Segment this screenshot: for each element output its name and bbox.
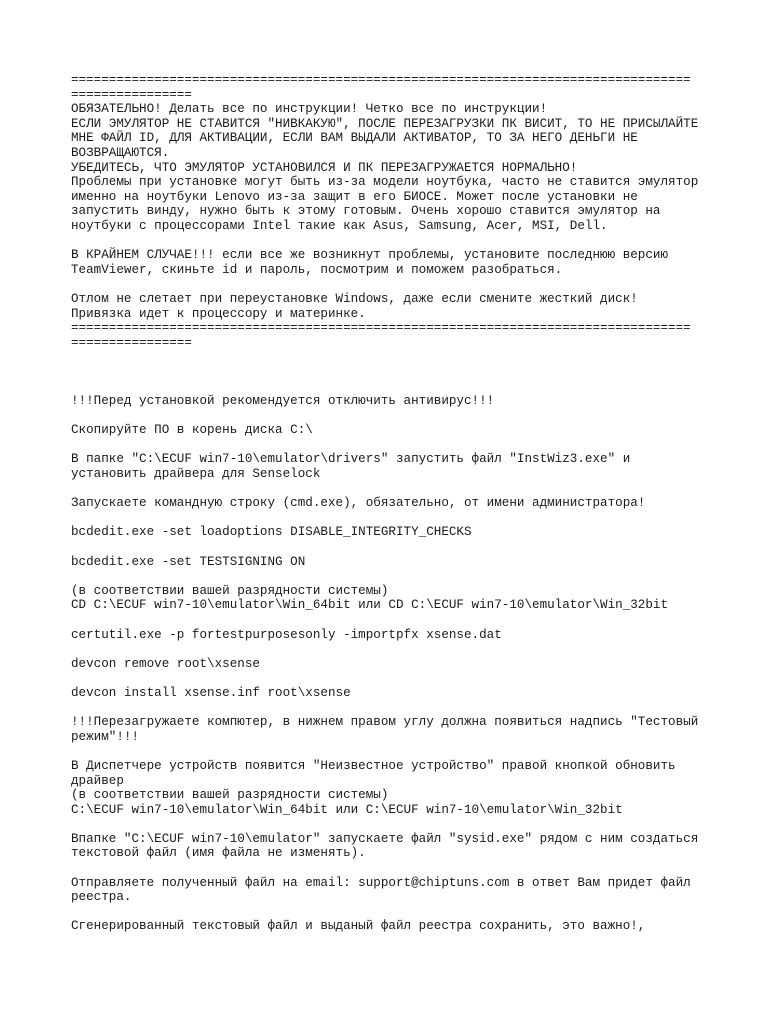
step-sysid: текстовой файл (имя файла не изменять).	[71, 846, 366, 861]
notice-line: ноутбуки с процессорами Intel такие как Asus, Samsung, Acer, MSI, Dell.	[71, 218, 608, 233]
command-certutil: certutil.exe -p fortestpurposesonly -importpfx xsense.dat	[71, 627, 502, 642]
step-bitness-note: (в соответствии вашей разрядности системы)	[71, 583, 389, 598]
spacer	[71, 277, 711, 292]
warning-line: ВОЗВРАЩАЮТСЯ.	[71, 145, 170, 160]
step-reboot: режим"!!!	[71, 729, 140, 744]
separator-rule: ==================================================================================	[71, 321, 691, 336]
spacer	[71, 511, 711, 526]
step-device-manager: В Диспетчере устройств появится "Неизвестное устройство" правой кнопкой обновить	[71, 758, 676, 773]
emergency-line: TeamViewer, скиньте id и пароль, посмотрим и поможем разобраться.	[71, 262, 563, 277]
step-antivirus: !!!Перед установкой рекомендуется отключить антивирус!!!	[71, 394, 495, 409]
step-device-manager: драйвер	[71, 773, 124, 788]
separator-rule: ================	[71, 87, 192, 102]
spacer	[71, 613, 711, 628]
step-copy: Скопируйте ПО в корень диска C:\	[71, 423, 313, 438]
spacer	[71, 540, 711, 555]
binding-line: Привязка идет к процессору и материнке.	[71, 306, 366, 321]
command-devcon-remove: devcon remove root\xsense	[71, 656, 260, 671]
step-cmd: Запускаете командную строку (cmd.exe), обязательно, от имени администратора!	[71, 496, 646, 511]
warning-line: МНЕ ФАЙЛ ID, ДЛЯ АКТИВАЦИИ, ЕСЛИ ВАМ ВЫДАЛИ АКТИВАТОР, ТО ЗА НЕГО ДЕНЬГИ НЕ	[71, 131, 638, 146]
command-bcdedit-integrity: bcdedit.exe -set loadoptions DISABLE_INTEGRITY_CHECKS	[71, 525, 472, 540]
spacer	[71, 409, 711, 424]
spacer	[71, 861, 711, 876]
spacer	[71, 817, 711, 832]
separator-rule: ==================================================================================	[71, 73, 691, 87]
step-drivers: В папке "C:\ECUF win7-10\emulator\drivers" запустить файл "InstWiz3.exe" и	[71, 452, 631, 467]
spacer	[71, 671, 711, 686]
spacer	[71, 482, 711, 497]
step-email: Отправляете полученный файл на email: support@chiptuns.com в ответ Вам придет файл	[71, 875, 691, 890]
step-reboot: !!!Перезагружаете компютер, в нижнем правом углу должна появиться надпись "Тестовый	[71, 715, 699, 730]
spacer	[71, 350, 711, 365]
spacer	[71, 642, 711, 657]
spacer	[71, 365, 711, 380]
notice-line: запустить винду, нужно быть к этому готовым. Очень хорошо ставится эмулятор на	[71, 204, 661, 219]
emergency-line: В КРАЙНЕМ СЛУЧАЕ!!! если все же возникнут проблемы, установите последнюю версию	[71, 248, 669, 263]
step-save: Сгенерированный текстовый файл и выданый файл реестра сохранить, это важно!,	[71, 919, 646, 934]
warning-line: ЕСЛИ ЭМУЛЯТОР НЕ СТАВИТСЯ "НИВКАКУЮ", ПОСЛЕ ПЕРЕЗАГРУЗКИ ПК ВИСИТ, ТО НЕ ПРИСЫЛАЙТЕ	[71, 116, 699, 131]
notice-line: именно на ноутбуки Lenovo из-за защит в его БИОСЕ. Может после установки не	[71, 189, 638, 204]
step-email: реестра.	[71, 890, 132, 905]
command-cd: CD C:\ECUF win7-10\emulator\Win_64bit или CD C:\ECUF win7-10\emulator\Win_32bit	[71, 598, 669, 613]
binding-line: Отлом не слетает при переустановке Windows, даже если смените жесткий диск!	[71, 291, 638, 306]
document-page	[71, 73, 711, 934]
step-drivers: установить драйвера для Senselock	[71, 467, 321, 482]
command-devcon-install: devcon install xsense.inf root\xsense	[71, 685, 351, 700]
command-bcdedit-testsigning: bcdedit.exe -set TESTSIGNING ON	[71, 554, 306, 569]
spacer	[71, 569, 711, 584]
notice-line: Проблемы при установке могут быть из-за модели ноутбука, часто не ставится эмулятор	[71, 175, 699, 190]
step-sysid: Впапке "C:\ECUF win7-10\emulator" запускаете файл "sysid.exe" рядом с ним создаться	[71, 831, 699, 846]
spacer	[71, 744, 711, 759]
spacer	[71, 438, 711, 453]
spacer	[71, 379, 711, 394]
warning-line: ОБЯЗАТЕЛЬНО! Делать все по инструкции! Четко все по инструкции!	[71, 102, 548, 117]
warning-line: УБЕДИТЕСЬ, ЧТО ЭМУЛЯТОР УСТАНОВИЛСЯ И ПК ПЕРЕЗАГРУЖАЕТСЯ НОРМАЛЬНО!	[71, 160, 578, 175]
step-device-manager: (в соответствии вашей разрядности системы)	[71, 788, 389, 803]
spacer	[71, 234, 711, 249]
separator-rule: ================	[71, 335, 192, 350]
step-device-manager: C:\ECUF win7-10\emulator\Win_64bit или C:\ECUF win7-10\emulator\Win_32bit	[71, 802, 623, 817]
spacer	[71, 701, 711, 716]
spacer	[71, 905, 711, 920]
